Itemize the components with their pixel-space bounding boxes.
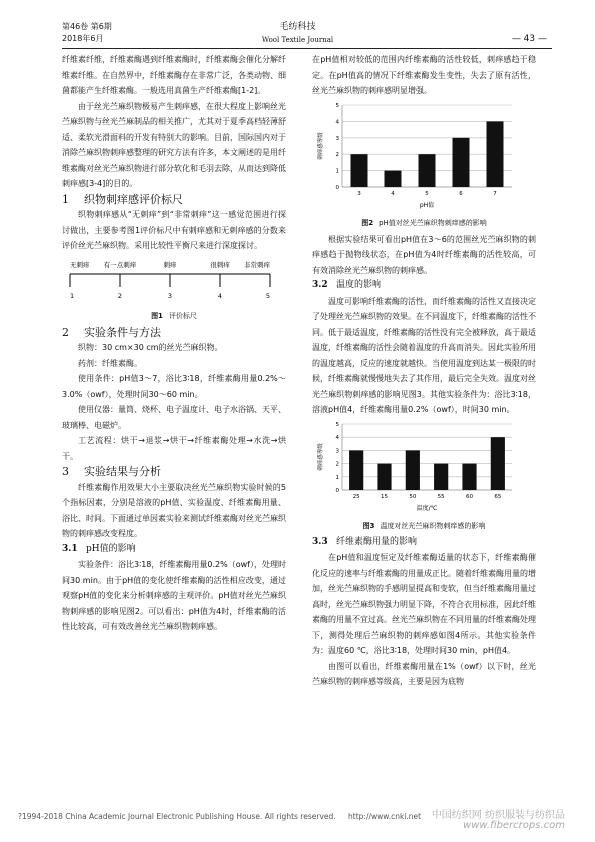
scale-label: 很刺痒 [210,260,230,269]
scale-label: 刺痒 [163,260,177,269]
section-3-1-heading: 3.1 pH值的影响 [62,543,136,554]
bar [462,463,476,489]
bar [385,170,402,186]
watermark-cn: 中国纺织网 纺织服装与纺织品 [431,810,565,821]
left-column [62,52,286,635]
y-tick-label: 3 [335,135,339,142]
x-tick-label: 25 [352,493,360,500]
x-tick-label: 65 [494,493,502,500]
figure-2-caption: 图2 pH值对丝光苎麻织物刺痒感的影响 [361,219,487,227]
scale-label: 非常刺痒 [244,260,270,269]
temperature-chart [312,418,536,514]
section-3-1-paragraph: 实验条件：浴比3∶18，纤维素酶用量0.2%（owf），处理时间30 min。由于pH值的变化使纤维素酶的活性相应改变，通过观察pH值的变化来分析刺痒感的主观评价。pH值对丝光苎麻织物刺痒感的影响见图2。可以看出：pH值为4时，纤维素酶的活性比较高，可有效改善丝光苎麻织物刺痒感。 [62,560,286,631]
x-tick-label: 50 [409,493,417,500]
scale-tick-label: 2 [117,291,123,300]
y-tick-label: 5 [335,421,339,428]
right-paragraph-3: 温度可影响纤维素酶的活性，而纤维素酶的活性又直接决定了处理丝光苎麻织物的效果。在不同温度下，纤维素酶的活性不同。低于最适温度，纤维素酶的活性没有完全被释放，高于最适温度，纤维素酶的活性会随着温度的升高而消失。因此实验所用的温度越高，反应的速度就越快。当使用温度到达某一极限的时候，纤维素酶就慢慢地失去了其作用，最后完全失效。温度对丝光苎麻织物刺痒感的影响见图3。其他实验条件为：浴比3∶18，溶液pH值4，纤维素酶用量0.2%（owf），时间30 min。 [312,296,536,414]
x-axis-label: 温度/℃ [416,504,438,512]
page-number: — 43 — [511,34,547,44]
scale-tick-label: 1 [70,291,75,300]
instruments-line: 使用仪器：量筒、烧杯、电子温度计、电子水浴锅、天平、玻璃棒、电磁炉。 [62,405,286,430]
bar [434,463,448,489]
header-rule [62,48,552,49]
y-tick-label: 0 [335,184,339,191]
scale-tick-label: 3 [167,291,173,300]
section-1-paragraph: 织物刺痒感从“无刺痒”到“非常刺痒”这一感觉范围进行探讨做出，主要参考图1评价标尺中有刺痒感和无刺痒感的分数来评价丝光苎麻织物。采用比较性平衡尺来进行深度探讨。 [62,210,286,250]
x-tick-label: 3 [357,190,361,197]
evaluation-scale-graphic [62,254,286,304]
x-tick-label: 55 [437,493,445,500]
section-1-heading: 1 织物刺痒感评价标尺 [62,192,183,206]
figure-3 [312,418,536,535]
section-3-heading: 3 实验结果与分析 [62,465,161,478]
agent-line: 药剂：纤维素酶。 [78,358,142,368]
y-tick-label: 1 [335,474,339,481]
bar [406,450,420,490]
y-axis-label: 刺痒感等级 [318,131,324,160]
fabric-line: 织物：30 cm×30 cm的丝光苎麻织物。 [78,343,223,352]
x-tick-label: 60 [466,493,473,500]
y-tick-label: 1 [335,168,339,175]
x-tick-label: 5 [425,190,429,197]
figure-2 [312,99,536,232]
bar [487,121,504,187]
y-tick-label: 4 [335,118,339,125]
x-tick-label: 15 [381,493,388,500]
y-tick-label: 5 [335,102,339,109]
y-tick-label: 0 [335,487,339,494]
copyright-footer [18,812,421,821]
intro-paragraph-1: 纤维素纤维，纤维素酶遇到纤维素酶时，纤维素酶会催化分解纤维素纤维。在自然界中，纤维素酶存在非常广泛，各类动物、细菌都能产生纤维素酶。一般选用真菌生产纤维素酶[1-2]。 [62,55,286,95]
bar [351,154,368,187]
right-paragraph-1: 在pH值相对较低的范围内纤维素酶的活性较低，刺痒感趋于稳定。在pH值高的情况下纤维素酶发生变性，失去了原有活性，丝光苎麻织物的刺痒感明显增强。 [312,55,536,95]
bar [419,154,436,187]
x-tick-label: 6 [459,190,463,197]
ph-chart [312,99,536,211]
conditions-line: 使用条件：pH值3～7，浴比3∶18，纤维素酶用量0.2%～3.0%（owf），处理时间30～60 min。 [62,374,286,399]
scale-tick-label: 4 [217,291,223,300]
bar [491,437,505,490]
section-2-heading: 2 实验条件与方法 [62,325,161,339]
y-tick-label: 2 [335,151,339,158]
issue-date: 2018年6月 [62,34,104,43]
volume-issue: 第46卷 第6期 [62,22,112,31]
figure-1-caption: 图1 评价标尺 [151,312,197,320]
y-axis-label: 刺痒感等级 [318,442,324,471]
scale-label: 无刺痒 [70,260,90,269]
intro-paragraph-2: 由于丝光苎麻织物极易产生刺痒感，在很大程度上影响丝光苎麻织物与丝光苎麻制品的相关推广，尤其对于夏季高档轻薄舒适、柔软光滑面料的开发有特别大的影响。目前，国际国内对于消除苎麻织物刺痒感整理的研究方法有许多，本文阐述的是用纤维素酶对丝光苎麻织物进行部分软化和毛羽去除，从而达到降低刺痒感[3-4]的目的。 [62,101,286,188]
x-tick-label: 4 [391,190,395,197]
right-paragraph-4: 在pH值和温度恒定及纤维素酶适量的状态下，纤维素酶催化反应的速率与纤维素酶的用量成正比。随着纤维素酶用量的增加，丝光苎麻织物的手感明显提高和变软，但当纤维素酶用量过高时，丝光苎麻织物强力明显下降，不符合衣用标准，因此纤维素酶的用量不宜过高。丝光苎麻织物在不同用量的纤维素酶处理下，测得处理后苎麻织物的刺痒感如图4所示。其他实验条件为：温度60 ℃，浴比3∶18，处理时间30 min，pH值4。 [312,553,536,655]
right-paragraph-5: 由图可以看出，纤维素酶用量在1%（owf）以下时，丝光苎麻织物的刺痒感等级高，主要是因为底物 [312,661,536,686]
section-3-3-heading: 3.3 纤维素酶用量的影响 [312,536,418,547]
figure-1-scale [62,254,286,325]
y-tick-label: 4 [335,434,339,441]
watermark-url: www.fibercrops.com [463,820,565,831]
journal-title-cn: 毛纺科技 [279,22,316,32]
scale-tick-label: 5 [265,291,270,300]
journal-title-en: Wool Textile Journal [261,36,334,44]
x-tick-label: 7 [493,190,497,197]
section-3-2-heading: 3.2 温度的影响 [312,280,382,290]
process-line: 工艺流程：烘干→退浆→烘干→纤维素酶处理→水洗→烘干。 [62,436,286,461]
cnki-link[interactable]: http://www.cnki.net [348,812,422,821]
section-3-paragraph: 纤维素酶作用效果大小主要取决丝光苎麻织物实验时候的5个指标因素，分别是溶液的pH值、实验温度、纤维素酶用量、浴比、时间。下面通过单因素实验来测试纤维素酶对丝光苎麻织物的刺痒感改变程度。 [62,482,286,538]
bar [377,463,391,489]
scale-label: 有一点刺痒 [103,260,137,269]
copyright-text: ?1994-2018 China Academic Journal Electronic Publishing House. All rights reserved. [18,812,336,821]
right-paragraph-2: 根据实验结果可看出pH值在3～6的范围丝光苎麻织物的刺痒感趋于抛物线状态，在pH值为4时纤维素酶的活性较高，可有效消除丝光苎麻织物的刺痒感。 [312,234,536,275]
y-tick-label: 3 [335,447,339,454]
bar [453,137,470,186]
y-tick-label: 2 [335,461,339,468]
right-column [312,52,536,690]
x-axis-label: pH值 [419,201,435,209]
figure-3-caption: 图3 温度对丝光苎麻织物刺痒感的影响 [362,522,486,530]
bar [349,450,363,490]
